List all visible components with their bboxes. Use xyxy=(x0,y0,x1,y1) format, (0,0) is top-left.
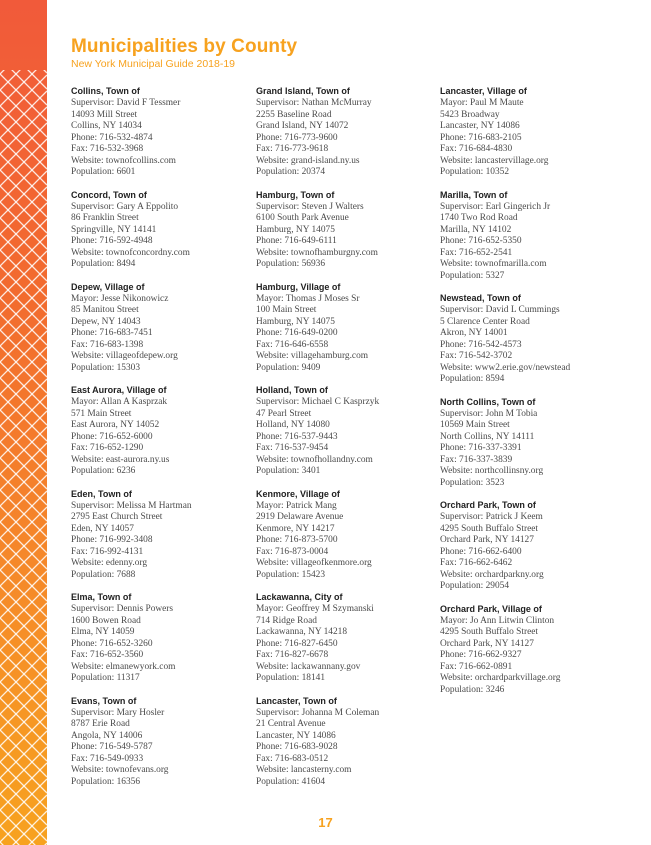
municipality-name: Lancaster, Village of xyxy=(440,86,527,96)
municipality-detail-line: Website: villageofdepew.org xyxy=(71,351,178,361)
municipality-detail-line: Phone: 716-549-5787 xyxy=(71,742,153,752)
municipality-name: Hamburg, Village of xyxy=(256,281,341,292)
municipality-entry xyxy=(440,190,620,283)
municipality-detail-line: Population: 15423 xyxy=(256,569,326,580)
municipality-detail-line: Angola, NY 14006 xyxy=(71,730,143,741)
municipality-detail-line: Mayor: Patrick Mang xyxy=(256,500,337,511)
municipality-detail-line: Collins, NY 14034 xyxy=(71,121,142,131)
municipality-detail-line: Hamburg, NY 14075 xyxy=(256,224,335,235)
municipality-entry xyxy=(71,696,251,789)
municipality-detail-line: Website: northcollinsny.org xyxy=(440,466,544,476)
municipality-detail-line: Supervisor: Johanna M Coleman xyxy=(256,707,380,718)
municipality-detail-line: Fax: 716-827-6678 xyxy=(256,650,329,660)
municipality-detail-line: Fax: 716-537-9454 xyxy=(256,443,329,453)
municipality-detail-line: Supervisor: Patrick J Keem xyxy=(440,512,543,522)
municipality-detail-line: Population: 6601 xyxy=(71,167,136,177)
municipality-detail-line: Grand Island, NY 14072 xyxy=(256,121,349,131)
municipality-detail-line: Website: townofmarilla.com xyxy=(440,259,547,269)
municipality-detail-line: Population: 3401 xyxy=(256,466,321,476)
municipality-detail-line: Website: www2.erie.gov/newstead xyxy=(440,362,571,373)
municipality-name: Holland, Town of xyxy=(256,385,328,395)
municipality-detail-line: Population: 10352 xyxy=(440,167,510,177)
municipality-detail-line: Population: 56936 xyxy=(256,259,326,269)
municipality-detail-line: Fax: 716-662-0891 xyxy=(440,661,513,672)
municipality-detail-line: Fax: 716-652-3560 xyxy=(71,650,144,660)
municipality-detail-line: Hamburg, NY 14075 xyxy=(256,316,335,327)
column-1 xyxy=(71,86,251,799)
municipality-entry xyxy=(256,592,436,685)
municipality-detail-line: Phone: 716-652-6000 xyxy=(71,431,153,442)
municipality-detail-line: Website: villageofkenmore.org xyxy=(256,558,372,568)
municipality-detail-line: Population: 11317 xyxy=(71,673,140,683)
municipality-entry xyxy=(256,282,436,375)
municipality-detail-line: Phone: 716-649-0200 xyxy=(256,328,338,338)
municipality-detail-line: 4295 South Buffalo Street xyxy=(440,523,538,534)
municipality-detail-line: Website: lackawannany.gov xyxy=(256,661,361,672)
column-3 xyxy=(440,86,620,707)
page-subtitle: New York Municipal Guide 2018-19 xyxy=(71,58,236,70)
municipality-detail-line: North Collins, NY 14111 xyxy=(440,431,535,442)
municipality-detail-line: Population: 16356 xyxy=(71,776,141,787)
side-decorative-band xyxy=(0,0,47,845)
municipality-detail-line: Supervisor: Mary Hosler xyxy=(71,707,165,718)
municipality-detail-line: Akron, NY 14001 xyxy=(440,328,508,338)
municipality-detail-line: Website: orchardparkvillage.org xyxy=(440,673,561,683)
municipality-entry xyxy=(71,592,251,685)
municipality-detail-line: Website: villagehamburg.com xyxy=(256,351,369,361)
municipality-detail-line: Lancaster, NY 14086 xyxy=(256,730,336,741)
municipality-detail-line: Website: townofhollandny.com xyxy=(256,454,373,465)
municipality-detail-line: Phone: 716-649-6111 xyxy=(256,236,337,246)
municipality-detail-line: Fax: 716-684-4830 xyxy=(440,144,513,154)
municipality-detail-line: Population: 20374 xyxy=(256,167,326,177)
municipality-detail-line: Website: townofconcordny.com xyxy=(71,247,190,258)
municipality-entry xyxy=(256,86,436,179)
page-title: Municipalities by County xyxy=(71,36,298,57)
municipality-entry xyxy=(440,293,620,386)
municipality-detail-line: 571 Main Street xyxy=(71,408,132,419)
municipality-detail-line: Lackawanna, NY 14218 xyxy=(256,627,348,637)
municipality-detail-line: Population: 8594 xyxy=(440,374,505,384)
municipality-detail-line: 2795 East Church Street xyxy=(71,512,163,522)
municipality-detail-line: Phone: 716-662-6400 xyxy=(440,546,522,557)
municipality-entry xyxy=(256,696,436,789)
municipality-detail-line: Phone: 716-337-3391 xyxy=(440,443,522,453)
municipality-detail-line: Phone: 716-683-9028 xyxy=(256,742,338,752)
municipality-detail-line: Fax: 716-683-1398 xyxy=(71,339,144,350)
municipality-name: Newstead, Town of xyxy=(440,293,521,303)
municipality-name: Depew, Village of xyxy=(71,281,145,292)
municipality-detail-line: Supervisor: David L Cummings xyxy=(440,305,560,315)
municipality-detail-line: Website: grand-island.ny.us xyxy=(256,155,360,166)
municipality-entry xyxy=(440,500,620,593)
municipality-detail-line: Fax: 716-992-4131 xyxy=(71,546,144,557)
municipality-detail-line: 2255 Baseline Road xyxy=(256,109,332,120)
municipality-entry xyxy=(256,385,436,478)
municipality-detail-line: Holland, NY 14080 xyxy=(256,420,330,430)
municipality-name: Kenmore, Village of xyxy=(256,488,340,499)
municipality-detail-line: Population: 9409 xyxy=(256,362,321,373)
municipality-detail-line: Website: lancasterny.com xyxy=(256,765,352,775)
municipality-detail-line: Mayor: Geoffrey M Szymanski xyxy=(256,604,374,614)
municipality-detail-line: Supervisor: Steven J Walters xyxy=(256,201,364,212)
municipality-name: Orchard Park, Town of xyxy=(440,500,536,510)
municipality-detail-line: East Aurora, NY 14052 xyxy=(71,420,160,430)
municipality-detail-line: Supervisor: Nathan McMurray xyxy=(256,98,372,108)
municipality-detail-line: Mayor: Allan A Kasprzak xyxy=(71,397,168,407)
municipality-detail-line: 6100 South Park Avenue xyxy=(256,213,349,223)
municipality-detail-line: Mayor: Thomas J Moses Sr xyxy=(256,293,360,304)
municipality-detail-line: Fax: 716-337-3839 xyxy=(440,454,513,465)
municipality-detail-line: Website: east-aurora.ny.us xyxy=(71,454,170,465)
municipality-detail-line: Population: 8494 xyxy=(71,259,136,269)
municipality-detail-line: Website: elmanewyork.com xyxy=(71,661,176,672)
municipality-detail-line: Population: 41604 xyxy=(256,776,326,787)
municipality-detail-line: 2919 Delaware Avenue xyxy=(256,512,344,522)
municipality-detail-line: Lancaster, NY 14086 xyxy=(440,121,520,131)
municipality-detail-line: Depew, NY 14043 xyxy=(71,316,141,327)
municipality-detail-line: 14093 Mill Street xyxy=(71,109,138,120)
municipality-detail-line: 86 Franklin Street xyxy=(71,213,139,223)
municipality-name: Hamburg, Town of xyxy=(256,189,335,200)
municipality-detail-line: Phone: 716-592-4948 xyxy=(71,236,153,246)
municipality-entry xyxy=(440,397,620,490)
municipality-name: Lancaster, Town of xyxy=(256,695,337,706)
municipality-detail-line: Phone: 716-537-9443 xyxy=(256,431,338,442)
municipality-name: Orchard Park, Village of xyxy=(440,603,542,614)
municipality-entry xyxy=(71,282,251,375)
municipality-detail-line: Supervisor: John M Tobia xyxy=(440,408,538,419)
municipality-detail-line: Phone: 716-652-5350 xyxy=(440,236,522,246)
municipality-name: Concord, Town of xyxy=(71,189,147,200)
municipality-detail-line: Springville, NY 14141 xyxy=(71,224,157,235)
municipality-detail-line: Phone: 716-773-9600 xyxy=(256,132,338,143)
municipality-detail-line: Population: 18141 xyxy=(256,673,326,683)
municipality-detail-line: Population: 3523 xyxy=(440,477,505,488)
municipality-detail-line: 85 Manitou Street xyxy=(71,305,139,315)
municipality-detail-line: Fax: 716-646-6558 xyxy=(256,339,329,350)
municipality-entry xyxy=(440,86,620,179)
municipality-detail-line: Phone: 716-683-2105 xyxy=(440,132,522,143)
municipality-detail-line: Population: 7688 xyxy=(71,569,136,580)
municipality-detail-line: Fax: 716-773-9618 xyxy=(256,144,329,154)
municipality-detail-line: Fax: 716-652-1290 xyxy=(71,443,144,453)
municipality-detail-line: Supervisor: Michael C Kasprzyk xyxy=(256,397,380,407)
municipality-entry xyxy=(71,489,251,582)
municipality-detail-line: Eden, NY 14057 xyxy=(71,523,134,534)
municipality-detail-line: Phone: 716-873-5700 xyxy=(256,535,338,545)
municipality-detail-line: Website: lancastervillage.org xyxy=(440,155,549,166)
page-number: 17 xyxy=(318,815,333,830)
municipality-detail-line: Fax: 716-542-3702 xyxy=(440,351,513,361)
municipality-detail-line: Fax: 716-683-0512 xyxy=(256,753,329,764)
municipality-detail-line: Fax: 716-532-3968 xyxy=(71,144,144,154)
municipality-detail-line: Elma, NY 14059 xyxy=(71,627,135,637)
municipality-detail-line: 1740 Two Rod Road xyxy=(440,213,518,223)
municipality-detail-line: 5423 Broadway xyxy=(440,109,500,120)
municipality-name: Elma, Town of xyxy=(71,592,132,602)
municipality-detail-line: Phone: 716-542-4573 xyxy=(440,339,522,350)
municipality-entry xyxy=(440,604,620,697)
municipality-detail-line: Population: 3246 xyxy=(440,684,505,695)
municipality-detail-line: Website: townofhamburgny.com xyxy=(256,247,378,258)
municipality-detail-line: 714 Ridge Road xyxy=(256,615,317,626)
municipality-detail-line: Website: townofcollins.com xyxy=(71,155,176,166)
municipality-detail-line: Supervisor: Melissa M Hartman xyxy=(71,500,192,511)
column-2 xyxy=(256,86,436,799)
municipality-detail-line: Phone: 716-827-6450 xyxy=(256,638,338,649)
municipality-detail-line: Orchard Park, NY 14127 xyxy=(440,535,534,545)
municipality-detail-line: Fax: 716-652-2541 xyxy=(440,247,513,258)
municipality-detail-line: Phone: 716-992-3408 xyxy=(71,535,153,545)
municipality-name: Marilla, Town of xyxy=(440,189,508,200)
municipality-detail-line: Fax: 716-873-0004 xyxy=(256,546,329,557)
municipality-entry xyxy=(256,190,436,271)
municipality-name: Evans, Town of xyxy=(71,695,137,706)
municipality-detail-line: Mayor: Paul M Maute xyxy=(440,98,524,108)
municipality-entry xyxy=(71,86,251,179)
municipality-detail-line: 21 Central Avenue xyxy=(256,719,326,729)
municipality-detail-line: 10569 Main Street xyxy=(440,420,510,430)
municipality-detail-line: Mayor: Jesse Nikonowicz xyxy=(71,293,169,304)
page-header xyxy=(71,36,297,70)
municipality-name: East Aurora, Village of xyxy=(71,385,167,395)
municipality-detail-line: 1600 Bowen Road xyxy=(71,615,141,626)
municipality-detail-line: Supervisor: David F Tessmer xyxy=(71,98,181,108)
municipality-detail-line: Fax: 716-549-0933 xyxy=(71,753,144,764)
municipality-detail-line: Kenmore, NY 14217 xyxy=(256,523,335,534)
municipality-detail-line: 4295 South Buffalo Street xyxy=(440,627,538,637)
municipality-detail-line: Mayor: Jo Ann Litwin Clinton xyxy=(440,615,555,626)
municipality-detail-line: Phone: 716-532-4874 xyxy=(71,132,153,143)
municipality-detail-line: Population: 15303 xyxy=(71,362,141,373)
municipality-detail-line: 47 Pearl Street xyxy=(256,408,312,419)
municipality-detail-line: Website: townofevans.org xyxy=(71,765,169,775)
municipality-detail-line: Population: 29054 xyxy=(440,581,510,591)
municipality-detail-line: Website: orchardparkny.org xyxy=(440,569,544,580)
municipality-detail-line: Orchard Park, NY 14127 xyxy=(440,638,534,649)
municipality-detail-line: 8787 Erie Road xyxy=(71,719,130,729)
municipality-detail-line: Fax: 716-662-6462 xyxy=(440,558,513,568)
municipality-detail-line: Population: 6236 xyxy=(71,466,136,476)
municipality-detail-line: Supervisor: Gary A Eppolito xyxy=(71,201,179,212)
municipality-name: Collins, Town of xyxy=(71,86,140,96)
municipality-detail-line: Phone: 716-683-7451 xyxy=(71,328,153,338)
municipality-name: North Collins, Town of xyxy=(440,396,536,407)
municipality-detail-line: Marilla, NY 14102 xyxy=(440,224,512,235)
municipality-detail-line: Supervisor: Dennis Powers xyxy=(71,604,174,614)
municipality-detail-line: 100 Main Street xyxy=(256,305,317,315)
municipality-detail-line: Supervisor: Earl Gingerich Jr xyxy=(440,201,551,212)
municipality-detail-line: Population: 5327 xyxy=(440,270,505,281)
municipality-detail-line: Website: edenny.org xyxy=(71,558,148,568)
municipality-name: Lackawanna, City of xyxy=(256,592,343,602)
municipality-detail-line: Phone: 716-662-9327 xyxy=(440,650,522,660)
municipality-detail-line: 5 Clarence Center Road xyxy=(440,316,530,327)
municipality-entry xyxy=(71,190,251,271)
municipality-entry xyxy=(256,489,436,582)
crosshatch-pattern-icon xyxy=(0,70,47,845)
municipality-detail-line: Phone: 716-652-3260 xyxy=(71,638,153,649)
municipality-name: Eden, Town of xyxy=(71,488,132,499)
municipality-entry xyxy=(71,385,251,478)
municipality-name: Grand Island, Town of xyxy=(256,86,350,96)
